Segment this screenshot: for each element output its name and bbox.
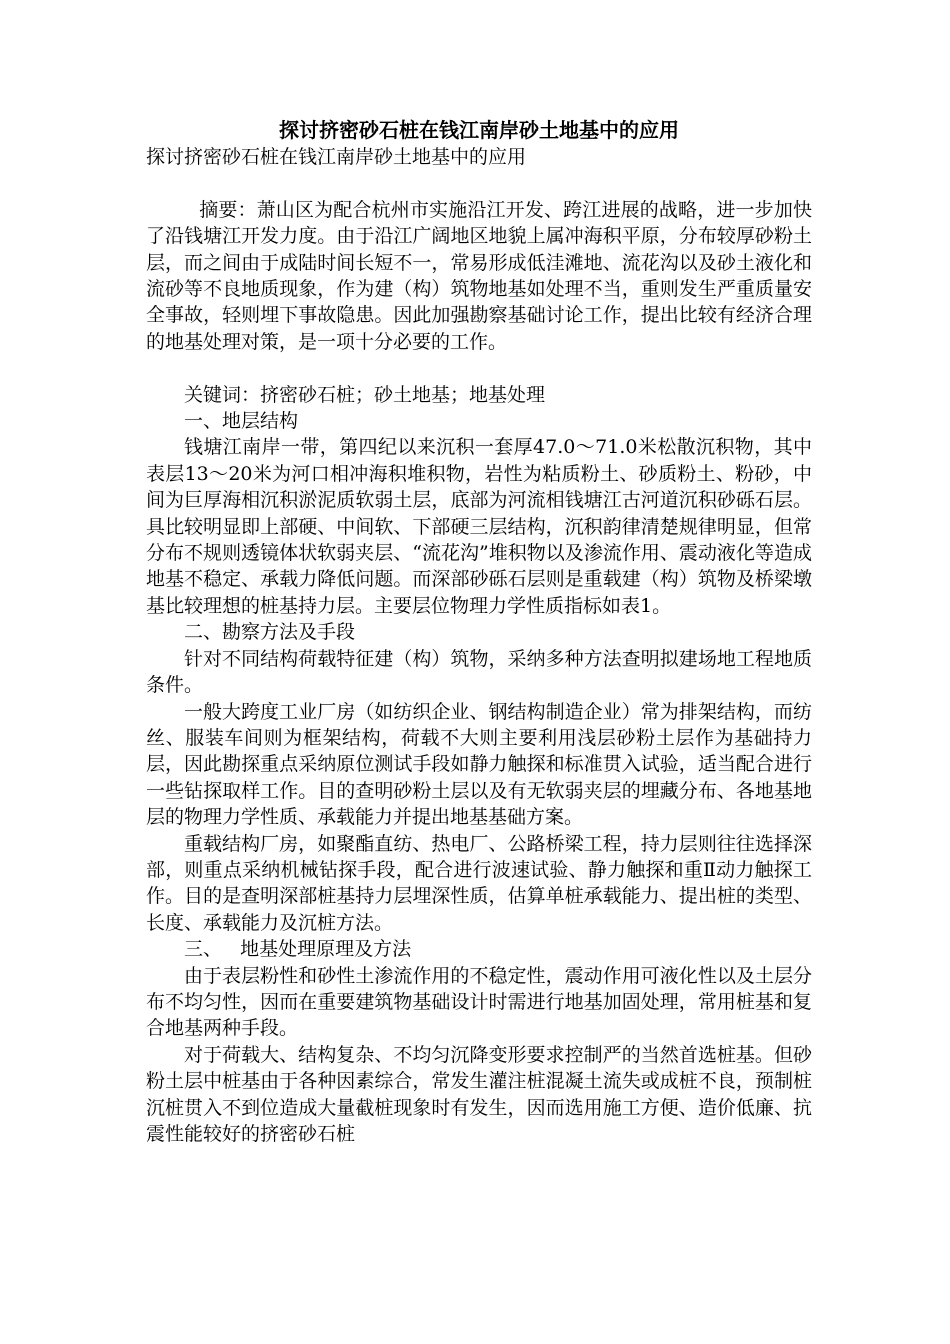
section-3-paragraph-2: 对于荷载大、结构复杂、不均匀沉降变形要求控制严的当然首选桩基。但砂粉土层中桩基由于各种因素综合，常发生灌注桩混凝土流失或成桩不良，预制桩沉桩贯入不到位造成大量截桩现象时有发生，因而选用施工方便、造价低廉、抗震性能较好的挤密砂石桩 (146, 1043, 812, 1145)
document-title: 探讨挤密砂石桩在钱江南岸砂土地基中的应用 (279, 118, 679, 142)
section-2-paragraph-1: 针对不同结构荷载特征建（构）筑物，采纳多种方法查明拟建场地工程地质条件。 (146, 647, 812, 697)
section-heading-3-number: 三、 (184, 938, 223, 961)
blank-line (146, 355, 812, 381)
document-subtitle: 探讨挤密砂石桩在钱江南岸砂土地基中的应用 (146, 146, 527, 168)
section-2-paragraph-2: 一般大跨度工业厂房（如纺织企业、钢结构制造企业）常为排架结构，而纺丝、服装车间则为框架结构，荷载不大则主要利用浅层砂粉土层作为基础持力层，因此勘探重点采纳原位测试手段如静力触探和标准贯入试验，适当配合进行一些钻探取样工作。目的查明砂粉土层以及有无软弱夹层的埋藏分布、各地基地层的物理力学性质、承载能力并提出地基基础方案。 (146, 700, 812, 829)
blank-line (146, 170, 812, 196)
section-1-paragraph-1: 钱塘江南岸一带，第四纪以来沉积一套厚47.0～71.0米松散沉积物，其中表层13～20米为河口相冲海积堆积物，岩性为粘质粉土、砂质粉土、粉砂，中间为巨厚海相沉积淤泥质软弱土层，底部为河流相钱塘江古河道沉积砂砾石层。具比较明显即上部硬、中间软、下部硬三层结构，沉积韵律清楚规律明显，但常分布不规则透镜体状软弱夹层、“流花沟”堆积物以及渗流作用、震动液化等造成地基不稳定、承载力降低问题。而深部砂砾石层则是重载建（构）筑物及桥梁墩基比较理想的桩基持力层。主要层位物理力学性质指标如表1。 (146, 436, 812, 617)
section-2-paragraph-3: 重载结构厂房，如聚酯直纺、热电厂、公路桥梁工程，持力层则往往选择深部，则重点采纳机械钻探手段，配合进行波速试验、静力触探和重Ⅱ动力触探工作。目的是查明深部桩基持力层埋深性质，估算单桩承载能力、提出桩的类型、长度、承载能力及沉桩方法。 (146, 832, 812, 934)
keywords-line: 关键词：挤密砂石桩；砂土地基；地基处理 (184, 383, 546, 406)
section-heading-2: 二、勘察方法及手段 (184, 621, 356, 644)
section-heading-3-text: 地基处理原理及方法 (240, 938, 412, 961)
section-heading-3 (146, 936, 812, 962)
section-heading-1: 一、地层结构 (184, 410, 299, 433)
section-3-paragraph-1: 由于表层粉性和砂性土渗流作用的不稳定性，震动作用可液化性以及土层分布不均匀性，因而在重要建筑物基础设计时需进行地基加固处理，常用桩基和复合地基两种手段。 (146, 964, 812, 1040)
abstract-paragraph: 摘要：萧山区为配合杭州市实施沿江开发、跨江进展的战略，进一步加快了沿钱塘江开发力度。由于沿江广阔地区地貌上属冲海积平原，分布较厚砂粉土层，而之间由于成陆时间长短不一，常易形成低洼滩地、流花沟以及砂土液化和流砂等不良地质现象，作为建（构）筑物地基如处理不当，重则发生严重质量安全事故，轻则埋下事故隐患。因此加强勘察基础讨论工作，提出比较有经济合理的地基处理对策，是一项十分必要的工作。 (146, 198, 812, 353)
document-page (146, 116, 812, 1147)
